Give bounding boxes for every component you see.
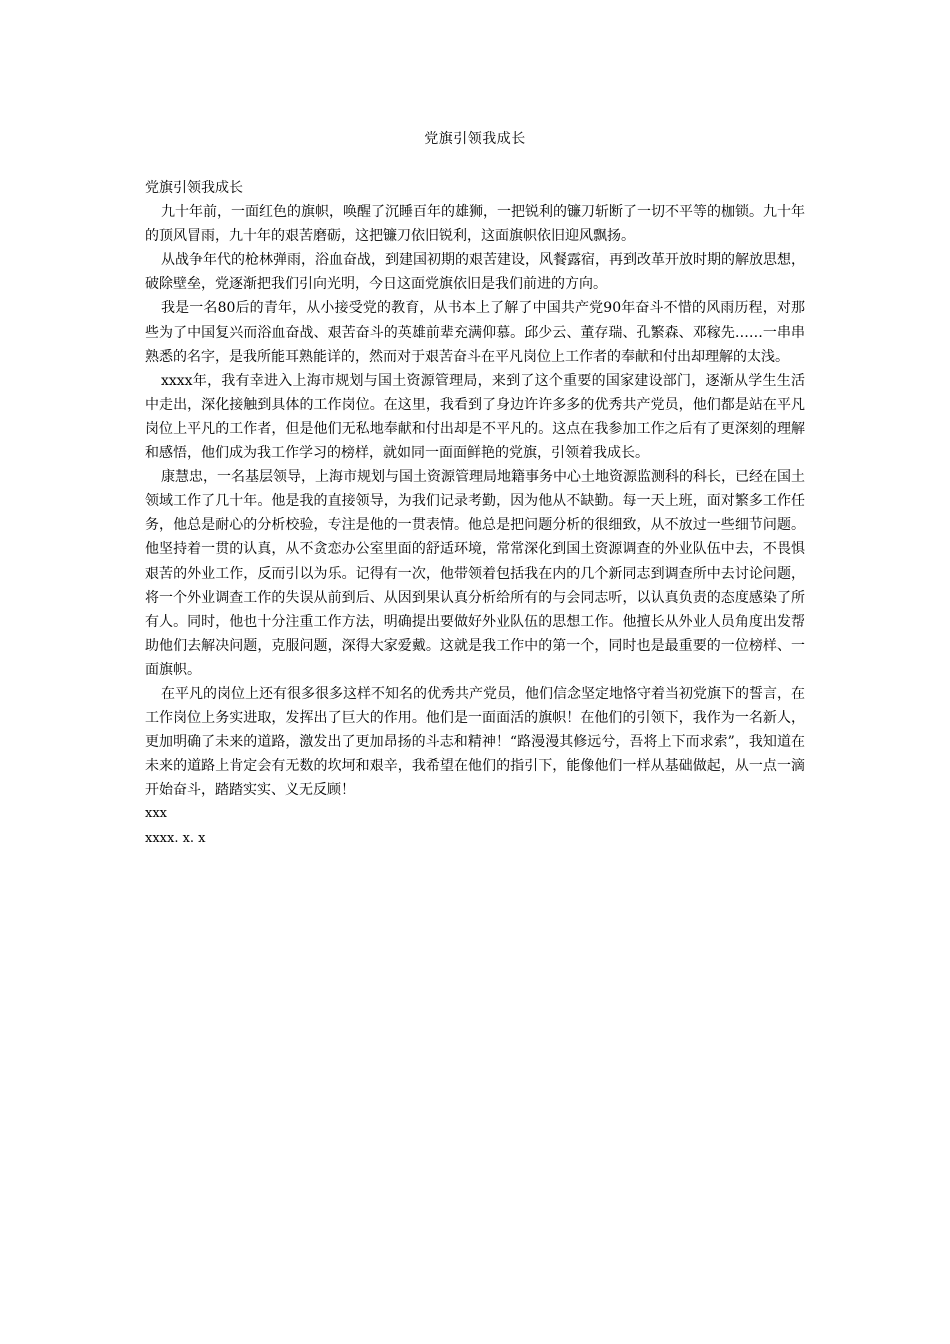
document-title: 党旗引领我成长	[424, 131, 526, 147]
paragraph-5: 康慧忠，一名基层领导，上海市规划与国土资源管理局地籍事务中心土地资源监测科的科长，已经在国土领域工作了几十年。他是我的直接领导，为我们记录考勤，因为他从不缺勤。每一天上班，面对繁多工作任务，他总是耐心的分析校验，专注是他的一贯表情。他总是把问题分析的很细致，从不放过一些细节问题。他坚持着一贯的认真，从不贪恋办公室里面的舒适环境，常常深化到国土资源调查的外业队伍中去，不畏惧艰苦的外业工作，反而引以为乐。记得有一次，他带领着包括我在内的几个新同志到调查所中去讨论问题，将一个外业调查工作的失误从前到后、从因到果认真分析给所有的与会同志听，以认真负责的态度感染了所有人。同时，他也十分注重工作方法，明确提出要做好外业队伍的思想工作。他擅长从外业人员角度出发帮助他们去解决问题，克服问题，深得大家爱戴。这就是我工作中的第一个，同时也是最重要的一位榜样、一面旗帜。	[145, 469, 805, 678]
paragraph-2: 从战争年代的枪林弹雨，浴血奋战，到建国初期的艰苦建设，风餐露宿，再到改革开放时期的解放思想，破除壁垒，党逐渐把我们引向光明，今日这面党旗依旧是我们前进的方向。	[145, 252, 805, 293]
body-heading: 党旗引领我成长	[145, 180, 243, 196]
paragraph-1: 九十年前，一面红色的旗帜，唤醒了沉睡百年的雄狮，一把锐利的镰刀斩断了一切不平等的枷锁。九十年的顶风冒雨，九十年的艰苦磨砺，这把镰刀依旧锐利，这面旗帜依旧迎风飘扬。	[145, 204, 805, 245]
paragraph-6: 在平凡的岗位上还有很多很多这样不知名的优秀共产党员，他们信念坚定地恪守着当初党旗下的誓言，在工作岗位上务实进取，发挥出了巨大的作用。他们是一面面活的旗帜！在他们的引领下，我作为一名新人，更加明确了未来的道路，激发出了更加昂扬的斗志和精神！“路漫漫其修远兮，吾将上下而求索”，我知道在未来的道路上肯定会有无数的坎坷和艰辛，我希望在他们的指引下，能像他们一样从基础做起，从一点一滴开始奋斗，踏踏实实、义无反顾！	[145, 685, 805, 799]
paragraph-3: 我是一名80后的青年，从小接受党的教育，从书本上了解了中国共产党90年奋斗不惜的风雨历程，对那些为了中国复兴而浴血奋战、艰苦奋斗的英雄前辈充满仰慕。邱少云、董存瑞、孔繁森、邓稼先……一串串熟悉的名字，是我所能耳熟能详的，然而对于艰苦奋斗在平凡岗位上工作者的奉献和付出却理解的太浅。	[145, 300, 805, 365]
document-body	[145, 176, 805, 851]
signature-date: xxxx. x. x	[145, 830, 206, 846]
paragraph-4: xxxx年，我有幸进入上海市规划与国土资源管理局，来到了这个重要的国家建设部门，逐渐从学生生活中走出，深化接触到具体的工作岗位。在这里，我看到了身边许许多多的优秀共产党员，他们都是站在平凡岗位上平凡的工作者，但是他们无私地奉献和付出却是不平凡的。这点在我参加工作之后有了更深刻的理解和感悟，他们成为我工作学习的榜样，就如同一面面鲜艳的党旗，引领着我成长。	[145, 372, 805, 462]
signature-name: xxx	[145, 806, 167, 822]
